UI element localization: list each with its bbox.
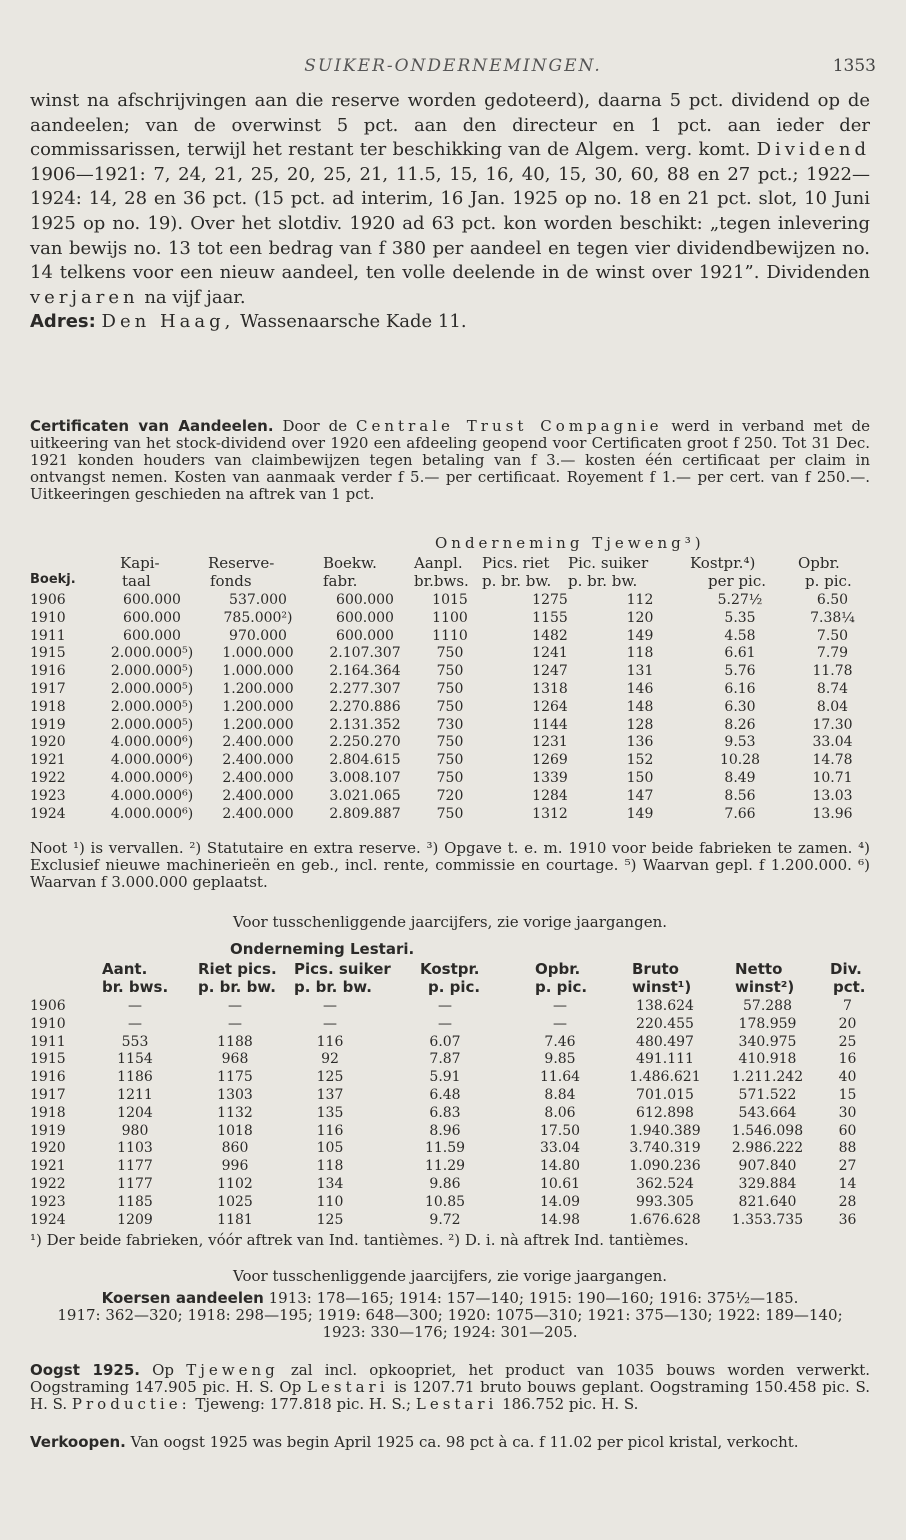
table-cell: 907.840 bbox=[738, 1158, 797, 1175]
table-cell: 2.804.615 bbox=[329, 752, 401, 769]
table-row bbox=[30, 1123, 870, 1141]
table-cell: 220.455 bbox=[636, 1015, 694, 1032]
sales-label: Verkoopen. bbox=[30, 1433, 126, 1451]
table-cell: 750 bbox=[436, 645, 464, 662]
table-cell: 60 bbox=[838, 1122, 857, 1139]
table-cell: 1.000.000 bbox=[222, 645, 294, 662]
table-cell: 1915 bbox=[30, 645, 66, 662]
table-cell: 6.48 bbox=[429, 1086, 461, 1103]
table-cell: 6.83 bbox=[429, 1104, 461, 1121]
table-cell: 1906 bbox=[30, 998, 66, 1014]
table-row bbox=[30, 806, 870, 824]
table-cell: 1923 bbox=[30, 1193, 66, 1210]
table-cell: 1275 bbox=[532, 592, 568, 608]
table-cell: 14.80 bbox=[539, 1158, 581, 1175]
table-row bbox=[30, 788, 870, 806]
table-cell: 1110 bbox=[432, 627, 468, 644]
table-cell: 13.96 bbox=[812, 805, 853, 822]
table-cell: 1231 bbox=[532, 734, 568, 751]
table-cell: 329.884 bbox=[738, 1175, 797, 1192]
table-cell: — bbox=[323, 1015, 337, 1032]
table-cell: 2.277.307 bbox=[329, 680, 401, 697]
table-cell: 1312 bbox=[532, 805, 568, 822]
table-cell: 2.400.000 bbox=[222, 769, 294, 786]
table-cell: 136 bbox=[626, 734, 654, 751]
table-cell: 8.56 bbox=[724, 787, 756, 804]
running-title: SUIKER-ONDERNEMINGEN. bbox=[304, 56, 602, 76]
table-body bbox=[30, 592, 870, 823]
table-cell: 1922 bbox=[30, 1175, 66, 1192]
table-cell: 1154 bbox=[117, 1051, 153, 1068]
table-cell: 131 bbox=[626, 663, 654, 680]
table-cell: 1185 bbox=[117, 1193, 153, 1210]
table-cell: 980 bbox=[121, 1122, 149, 1139]
table-row bbox=[30, 770, 870, 788]
table-cell: 600.000 bbox=[336, 592, 394, 608]
certificates-label: Certificaten van Aandeelen. bbox=[30, 417, 274, 435]
table-title: Onderneming Lestari. bbox=[230, 940, 415, 958]
table-cell: 1.200.000 bbox=[222, 680, 294, 697]
table-cell: 138.624 bbox=[636, 998, 694, 1014]
table-cell: 6.16 bbox=[724, 680, 756, 697]
table-cell: 1.486.621 bbox=[629, 1069, 701, 1086]
table-cell: 7.87 bbox=[429, 1051, 461, 1068]
table-tjeweng bbox=[30, 534, 870, 823]
table-cell: 116 bbox=[316, 1122, 344, 1139]
table-cell: 6.07 bbox=[429, 1033, 461, 1050]
table-cell: 1910 bbox=[30, 1015, 66, 1032]
table-cell: 6.50 bbox=[816, 592, 849, 608]
table-cell: 118 bbox=[316, 1158, 344, 1175]
table-cell: 1910 bbox=[30, 609, 66, 626]
table-cell: 6.61 bbox=[724, 645, 756, 662]
table-cell: 571.522 bbox=[738, 1086, 797, 1103]
table-cell: 2.131.352 bbox=[329, 716, 401, 733]
table-cell: 128 bbox=[626, 716, 654, 733]
table-cell: 14 bbox=[838, 1175, 857, 1192]
table-title: Onderneming Tjeweng³) bbox=[435, 534, 705, 552]
certificates-paragraph: Certificaten van Aandeelen. Door de Centrale Trust Compagnie werd in verband met de uitkeering van het stock-dividend over 1920 een afdeeling geopend voor Certificaten groot f 250. Tot 31 Dec. 1921 konden houders van claimbewijzen tegen betaling van f 3.— kosten één certificaat per claim in ontvangst nemen. Kosten van aanmaak verder f 5.— per certificaat. Royement f 1.— per cert. van f 250.—. Uitkeeringen geschieden na aftrek van 1 pct. bbox=[30, 417, 870, 503]
table-row bbox=[30, 1194, 870, 1212]
table-cell: 1188 bbox=[217, 1033, 253, 1050]
table-cell: 750 bbox=[436, 663, 464, 680]
table-cell: 9.72 bbox=[429, 1211, 461, 1228]
table-cell: 1177 bbox=[117, 1175, 153, 1192]
table-cell: 1144 bbox=[532, 716, 568, 733]
table-cell: — bbox=[128, 1015, 142, 1032]
table-cell: 92 bbox=[321, 1051, 339, 1068]
table-cell: 1247 bbox=[532, 663, 568, 680]
table-cell: 1015 bbox=[432, 592, 468, 608]
table-cell: 36 bbox=[838, 1211, 857, 1228]
table-cell: 1922 bbox=[30, 769, 66, 786]
table-cell: 3.740.319 bbox=[629, 1140, 701, 1157]
table-cell: 480.497 bbox=[636, 1033, 694, 1050]
table-row bbox=[30, 681, 870, 699]
table-cell: 4.58 bbox=[724, 627, 756, 644]
table-cell: 340.975 bbox=[738, 1033, 797, 1050]
table-cell: 137 bbox=[316, 1086, 344, 1103]
table-cell: 2.000.000⁵) bbox=[110, 663, 194, 680]
table-cell: 1911 bbox=[30, 627, 66, 644]
table-cell: 4.000.000⁶) bbox=[110, 805, 194, 822]
table-cell: 1.200.000 bbox=[222, 716, 294, 733]
table-row bbox=[30, 1140, 870, 1158]
table-cell: 7.46 bbox=[544, 1033, 576, 1050]
table-cell: 146 bbox=[626, 680, 654, 697]
table-cell: 120 bbox=[626, 609, 654, 626]
table-cell: 14.78 bbox=[812, 752, 853, 769]
table-cell: 178.959 bbox=[738, 1015, 797, 1032]
table-row bbox=[30, 734, 870, 752]
table-cell: 1918 bbox=[30, 1104, 66, 1121]
table-cell: 1918 bbox=[30, 698, 66, 715]
table-row bbox=[30, 1087, 870, 1105]
table-cell: 750 bbox=[436, 698, 464, 715]
table-cell: 996 bbox=[221, 1158, 249, 1175]
table-row bbox=[30, 752, 870, 770]
table-cell: 600.000 bbox=[123, 627, 181, 644]
table-cell: 1269 bbox=[532, 752, 568, 769]
table-cell: 4.000.000⁶) bbox=[110, 734, 194, 751]
table-cell: 14.09 bbox=[539, 1193, 581, 1210]
table-cell: 33.04 bbox=[539, 1140, 581, 1157]
table-cell: 1204 bbox=[117, 1104, 153, 1121]
table-cell: 1175 bbox=[217, 1069, 253, 1086]
table-cell: 105 bbox=[316, 1140, 344, 1157]
table-cell: 1186 bbox=[117, 1069, 153, 1086]
table-cell: 1916 bbox=[30, 663, 66, 680]
table-cell: 13.03 bbox=[812, 787, 853, 804]
table-cell: 9.85 bbox=[544, 1051, 576, 1068]
harvest-paragraph: Oogst 1925. Op Tjeweng zal incl. opkoopriet, het product van 1035 bouws worden verwerkt. Oogstraming 147.905 pic. H. S. Op Lestari is 1207.71 bruto bouws geplant. Oogstraming 150.458 pic. S. H. S. Productie: Tjeweng: 177.818 pic. H. S.; Lestari 186.752 pic. H. S. bbox=[30, 1361, 871, 1413]
table-cell: 750 bbox=[436, 752, 464, 769]
table-tjeweng-note: Noot ¹) is vervallen. ²) Statutaire en extra reserve. ³) Opgave t. e. m. 1910 voor beide fabrieken te zamen. ⁴) Exclusief nieuwe machinerieën en geb., incl. rente, commissie en courtage. ⁵) Waarvan gepl. f 1.200.000. ⁶) Waarvan f 3.000.000 geplaatst. bbox=[30, 839, 870, 891]
table-cell: 1100 bbox=[432, 609, 468, 626]
table-row bbox=[30, 1034, 870, 1052]
table-cell: 9.53 bbox=[724, 734, 756, 751]
table-cell: 148 bbox=[626, 698, 654, 715]
table-cell: — bbox=[228, 998, 242, 1014]
table-cell: 134 bbox=[316, 1175, 344, 1192]
table-cell: 720 bbox=[436, 787, 464, 804]
table-cell: 1103 bbox=[117, 1140, 153, 1157]
table-cell: 968 bbox=[221, 1051, 249, 1068]
table-cell: 1.353.735 bbox=[731, 1211, 804, 1228]
table-cell: 149 bbox=[626, 805, 654, 822]
table-cell: 8.74 bbox=[816, 680, 849, 697]
table-cell: — bbox=[438, 1015, 452, 1032]
table-row bbox=[30, 610, 870, 628]
table-cell: 1339 bbox=[532, 769, 568, 786]
table-cell: 1.000.000 bbox=[222, 663, 294, 680]
table-cell: 2.000.000⁵) bbox=[110, 698, 194, 715]
table-cell: 1177 bbox=[117, 1158, 153, 1175]
table-cell: 1155 bbox=[532, 609, 568, 626]
table-cell: 7.66 bbox=[724, 805, 756, 822]
table-cell: 600.000 bbox=[123, 592, 181, 608]
dividend-label: Dividend bbox=[756, 139, 870, 161]
table-cell: 362.524 bbox=[636, 1175, 694, 1192]
table-cell: 5.91 bbox=[429, 1069, 461, 1086]
table-cell: 11.78 bbox=[812, 663, 853, 680]
table-cell: 860 bbox=[221, 1140, 249, 1157]
table-cell: 600.000 bbox=[123, 609, 181, 626]
table-cell: 821.640 bbox=[738, 1193, 797, 1210]
table-cell: 1318 bbox=[532, 680, 568, 697]
table-lestari bbox=[30, 940, 870, 1229]
table-cell: 1919 bbox=[30, 716, 66, 733]
table-cell: 1303 bbox=[217, 1086, 253, 1103]
table-cell: 11.59 bbox=[424, 1140, 466, 1157]
table-cell: 993.305 bbox=[636, 1193, 694, 1210]
table-cell: 1919 bbox=[30, 1122, 66, 1139]
table-cell: 150 bbox=[626, 769, 654, 786]
table-cell: — bbox=[553, 1015, 567, 1032]
table-cell: 2.000.000⁵) bbox=[110, 645, 194, 662]
table-cell: 20 bbox=[838, 1015, 857, 1032]
table-cell: 750 bbox=[436, 805, 464, 822]
table-cell: 4.000.000⁶) bbox=[110, 787, 194, 804]
table-cell: 5.27½ bbox=[717, 592, 763, 608]
table-row bbox=[30, 663, 870, 681]
table-cell: 17.30 bbox=[812, 716, 853, 733]
table-cell: 40 bbox=[838, 1069, 857, 1086]
table-header-row: Aant. Riet pics. Pics. suiker Kostpr. Opbr. Bruto Netto Div. bbox=[102, 960, 862, 978]
table-row bbox=[30, 717, 870, 735]
table-cell: 8.26 bbox=[724, 716, 756, 733]
table-cell: 25 bbox=[838, 1033, 857, 1050]
table-cell: 8.96 bbox=[429, 1122, 461, 1139]
table-cell: 9.86 bbox=[429, 1175, 461, 1192]
table-cell: 152 bbox=[626, 752, 654, 769]
table-cell: 1924 bbox=[30, 1211, 66, 1228]
table-cell: 2.400.000 bbox=[222, 805, 294, 822]
table-cell: 8.06 bbox=[544, 1104, 576, 1121]
table-cell: 600.000 bbox=[336, 627, 394, 644]
table-row bbox=[30, 592, 870, 610]
table-cell: 4.000.000⁶) bbox=[110, 769, 194, 786]
table-cell: 15 bbox=[838, 1086, 857, 1103]
table-cell: 1264 bbox=[532, 698, 568, 715]
table-cell: 2.400.000 bbox=[222, 752, 294, 769]
table-cell: 1921 bbox=[30, 752, 66, 769]
table-cell: 612.898 bbox=[636, 1104, 694, 1121]
table-cell: 2.270.886 bbox=[329, 698, 401, 715]
table-cell: 750 bbox=[436, 680, 464, 697]
table-cell: 10.61 bbox=[539, 1175, 581, 1192]
see-previous-note-2: Voor tusschenliggende jaarcijfers, zie vorige jaargangen. bbox=[233, 1267, 667, 1285]
table-cell: 110 bbox=[316, 1193, 344, 1210]
table-cell: 7 bbox=[843, 998, 852, 1014]
table-row bbox=[30, 1212, 870, 1230]
page-number: 1353 bbox=[832, 56, 876, 76]
table-cell: — bbox=[228, 1015, 242, 1032]
table-cell: 750 bbox=[436, 734, 464, 751]
table-cell: 1906 bbox=[30, 592, 66, 608]
table-cell: 410.918 bbox=[738, 1051, 797, 1068]
table-cell: 6.30 bbox=[724, 698, 756, 715]
table-cell: 730 bbox=[436, 716, 464, 733]
table-cell: 600.000 bbox=[336, 609, 394, 626]
table-row bbox=[30, 1158, 870, 1176]
table-cell: 553 bbox=[121, 1033, 149, 1050]
table-row bbox=[30, 1176, 870, 1194]
table-cell: 785.000²) bbox=[223, 609, 293, 626]
table-row bbox=[30, 628, 870, 646]
table-cell: 30 bbox=[838, 1104, 857, 1121]
table-cell: 3.008.107 bbox=[329, 769, 401, 786]
table-cell: 8.04 bbox=[816, 698, 849, 715]
table-cell: 3.021.065 bbox=[329, 787, 401, 804]
table-cell: 17.50 bbox=[539, 1122, 581, 1139]
share-prices-label: Koersen aandeelen bbox=[101, 1289, 264, 1307]
table-cell: 33.04 bbox=[812, 734, 853, 751]
table-cell: 2.000.000⁵) bbox=[110, 716, 194, 733]
table-row bbox=[30, 645, 870, 663]
running-header bbox=[0, 56, 906, 80]
table-header-row: br. bws. p. br. bw. p. br. bw. p. pic. p. pic. winst¹) winst²) pct. bbox=[102, 978, 866, 996]
table-cell: 1917 bbox=[30, 1086, 66, 1103]
table-cell: 135 bbox=[316, 1104, 344, 1121]
table-cell: — bbox=[323, 998, 337, 1014]
table-cell: 11.29 bbox=[424, 1158, 466, 1175]
table-cell: 1.546.098 bbox=[731, 1122, 804, 1139]
table-cell: 27 bbox=[838, 1158, 857, 1175]
table-cell: 750 bbox=[436, 769, 464, 786]
table-cell: 1924 bbox=[30, 805, 66, 822]
table-cell: 1921 bbox=[30, 1158, 66, 1175]
table-cell: — bbox=[438, 998, 452, 1014]
table-cell: 125 bbox=[316, 1211, 344, 1228]
table-cell: 1211 bbox=[117, 1086, 153, 1103]
table-cell: 116 bbox=[316, 1033, 344, 1050]
table-row bbox=[30, 1016, 870, 1034]
table-cell: 57.288 bbox=[743, 998, 792, 1014]
table-cell: 7.50 bbox=[816, 627, 849, 644]
table-cell: 1025 bbox=[217, 1193, 253, 1210]
table-cell: 1102 bbox=[217, 1175, 253, 1192]
share-prices: Koersen aandeelen 1913: 178—165; 1914: 157—140; 1915: 190—160; 1916: 375½—185. 1917: 362—320; 1918: 298—195; 1919: 648—300; 1920: 1075—310; 1921: 375—130; 1922: 189—140; 1923: 330—176; 1924: 301—205. bbox=[57, 1289, 843, 1341]
table-cell: 14.98 bbox=[539, 1211, 581, 1228]
table-cell: 1.940.389 bbox=[629, 1122, 701, 1139]
intro-paragraph: winst na afschrijvingen aan die reserve worden gedoteerd), daarna 5 pct. dividend op de aandeelen; van de overwinst 5 pct. aan den directeur en 1 pct. aan ieder der commissarissen, terwijl het restant ter beschikking van de Algem. verg. komt. Dividend 1906—1921: 7, 24, 21, 25, 20, 25, 21, 11.5, 15, 16, 40, 15, 30, 60, 88 en 27 pct.; 1922—1924: 14, 28 en 36 pct. (15 pct. ad interim, 16 Jan. 1925 op no. 18 en 21 pct. slot, 10 Juni 1925 op no. 19). Over het slotdiv. 1920 ad 63 pct. kon worden beschikt: „tegen inlevering van bewijs no. 13 tot een bedrag van f 380 per aandeel en tegen vier dividendbewijzen no. 14 telkens voor een nieuw aandeel, ten volle deelende in de winst over 1921”. Dividenden verjaren na vijf jaar. Adres: Den Haag, Wassenaarsche Kade 11. bbox=[30, 90, 870, 333]
address-label: Adres: bbox=[30, 311, 96, 333]
table-cell: 2.107.307 bbox=[329, 645, 401, 662]
see-previous-note: Voor tusschenliggende jaarcijfers, zie vorige jaargangen. bbox=[233, 913, 667, 931]
table-cell: 11.64 bbox=[539, 1069, 581, 1086]
table-cell: 149 bbox=[626, 627, 654, 644]
table-cell: 2.400.000 bbox=[222, 787, 294, 804]
table-body bbox=[30, 998, 870, 1229]
table-cell: 8.84 bbox=[544, 1086, 576, 1103]
table-cell: 701.015 bbox=[636, 1086, 694, 1103]
table-cell: 2.250.270 bbox=[329, 734, 401, 751]
table-cell: 7.38¼ bbox=[810, 609, 855, 626]
table-cell: 2.164.364 bbox=[329, 663, 401, 680]
table-cell: 1132 bbox=[217, 1104, 253, 1121]
table-row bbox=[30, 998, 870, 1016]
table-cell: 2.986.222 bbox=[731, 1140, 804, 1157]
table-cell: 16 bbox=[838, 1051, 857, 1068]
table-cell: 1.090.236 bbox=[629, 1158, 701, 1175]
table-cell: 5.76 bbox=[724, 663, 756, 680]
table-cell: — bbox=[128, 998, 142, 1014]
table-cell: 2.000.000⁵) bbox=[110, 680, 194, 697]
table-row bbox=[30, 1069, 870, 1087]
table-cell: 1920 bbox=[30, 1140, 66, 1157]
table-cell: 491.111 bbox=[636, 1051, 694, 1068]
table-cell: 1923 bbox=[30, 787, 66, 804]
table-cell: 118 bbox=[626, 645, 654, 662]
table-cell: 543.664 bbox=[738, 1104, 797, 1121]
table-cell: 125 bbox=[316, 1069, 344, 1086]
table-cell: 2.400.000 bbox=[222, 734, 294, 751]
table-cell: 4.000.000⁶) bbox=[110, 752, 194, 769]
table-cell: 537.000 bbox=[229, 592, 287, 608]
table-cell: 10.71 bbox=[812, 769, 853, 786]
table-header-row: Kapi- Reserve- Boekw. Aanpl. Pics. riet Pic. suiker Kostpr.⁴) Opbr. bbox=[120, 554, 840, 572]
table-cell: 1181 bbox=[217, 1211, 253, 1228]
table-cell: 1911 bbox=[30, 1033, 66, 1050]
table-header-row: Boekj. taal fonds fabr. br.bws. p. br. bw. p. br. bw. per pic. p. pic. bbox=[30, 572, 852, 590]
table-cell: 1.211.242 bbox=[731, 1069, 804, 1086]
table-cell: 8.49 bbox=[724, 769, 756, 786]
sales-paragraph: Verkoopen. Van oogst 1925 was begin April 1925 ca. 98 pct à ca. f 11.02 per picol kristal, verkocht. bbox=[30, 1433, 799, 1451]
table-row bbox=[30, 1051, 870, 1069]
table-cell: — bbox=[553, 998, 567, 1014]
table-cell: 2.809.887 bbox=[329, 805, 401, 822]
table-cell: 1018 bbox=[217, 1122, 253, 1139]
table-cell: 1.676.628 bbox=[629, 1211, 701, 1228]
table-cell: 1.200.000 bbox=[222, 698, 294, 715]
table-cell: 1284 bbox=[532, 787, 568, 804]
table-cell: 28 bbox=[838, 1193, 857, 1210]
table-cell: 1915 bbox=[30, 1051, 66, 1068]
table-cell: 7.79 bbox=[816, 645, 849, 662]
table-cell: 1916 bbox=[30, 1069, 66, 1086]
table-cell: 1482 bbox=[532, 627, 568, 644]
harvest-label: Oogst 1925. bbox=[30, 1361, 140, 1379]
table-cell: 1241 bbox=[532, 645, 568, 662]
table-cell: 970.000 bbox=[229, 627, 287, 644]
table-lestari-note: ¹) Der beide fabrieken, vóór aftrek van Ind. tantièmes. ²) D. i. nà aftrek Ind. tantièmes. bbox=[30, 1231, 689, 1249]
table-cell: 5.35 bbox=[724, 609, 756, 626]
table-cell: 1917 bbox=[30, 680, 66, 697]
table-cell: 10.85 bbox=[424, 1193, 466, 1210]
table-cell: 10.28 bbox=[719, 752, 761, 769]
table-row bbox=[30, 1105, 870, 1123]
table-cell: 1920 bbox=[30, 734, 66, 751]
table-cell: 1209 bbox=[117, 1211, 153, 1228]
table-cell: 112 bbox=[626, 592, 654, 608]
table-cell: 147 bbox=[626, 787, 654, 804]
table-row bbox=[30, 699, 870, 717]
table-cell: 88 bbox=[838, 1140, 857, 1157]
